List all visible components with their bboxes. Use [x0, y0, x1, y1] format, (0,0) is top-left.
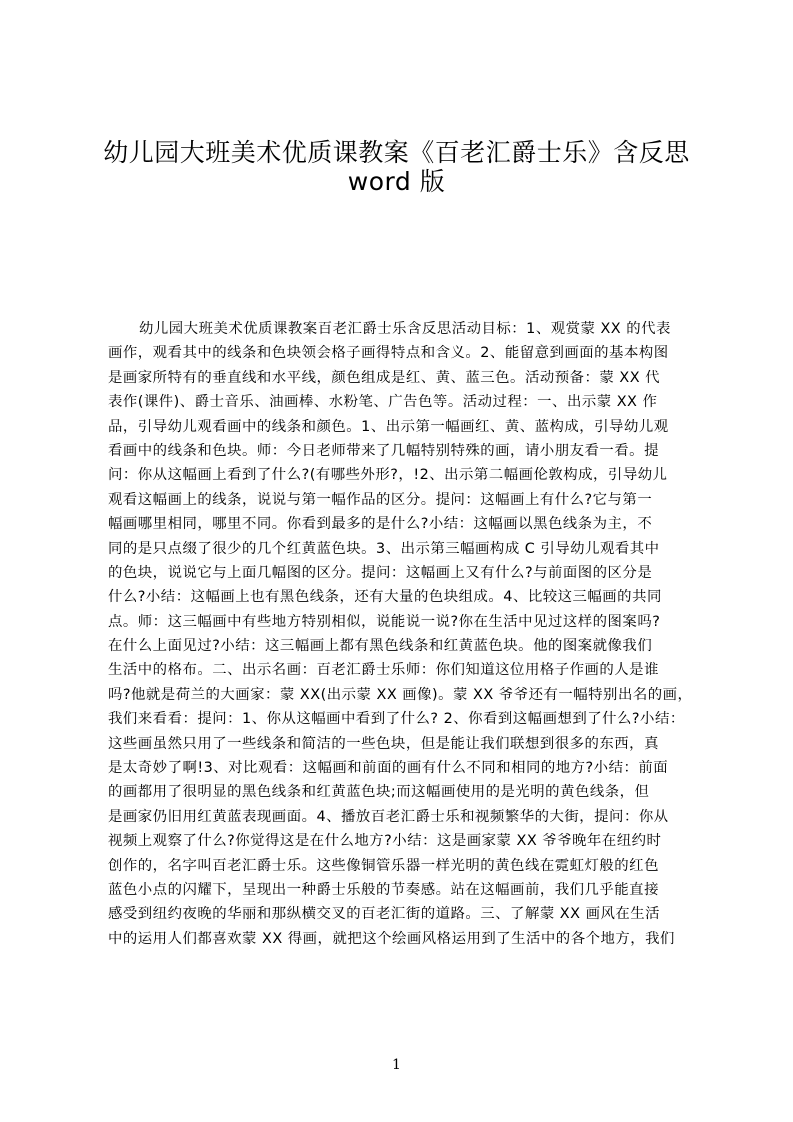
text-line: 视频上观察了什么?你觉得这是在什么地方?小结：这是画家蒙 XX 爷爷晚年在纽约时 [108, 833, 662, 850]
text-line: 品，引导幼儿观看画中的线条和颜色。1、出示第一幅画红、黄、蓝构成，引导幼儿观 [108, 418, 669, 435]
text-line: 是画家所特有的垂直线和水平线，颜色组成是红、黄、蓝三色。活动预备：蒙 XX 代 [108, 369, 661, 386]
text-line: 画作，观看其中的线条和色块领会格子画得特点和含义。2、能留意到画面的基本构图 [108, 345, 669, 362]
page-number: 1 [392, 1057, 401, 1073]
text-line: 幼儿园大班美术优质课教案百老汇爵士乐含反思活动目标：1、观赏蒙 XX 的代表 [139, 321, 671, 337]
text-line: 是太奇妙了啊!3、对比观看：这幅画和前面的画有什么不同和相同的地方?小结：前面 [108, 760, 669, 777]
text-line: 问：你从这幅画上看到了什么?(有哪些外形?，!2、出示第二幅画伦敦构成，引导幼儿 [108, 467, 668, 484]
text-line: 什么?小结：这幅画上也有黑色线条，还有大量的色块组成。4、比较这三幅画的共同 [108, 589, 662, 606]
text-line: 同的是只点缀了很少的几个红黄蓝色块。3、出示第三幅画构成 C 引导幼儿观看其中 [108, 540, 660, 557]
text-line: 的画都用了很明显的黑色线条和红黄蓝色块;而这幅画使用的是光明的黄色线条，但 [108, 784, 650, 801]
body-paragraph [108, 317, 698, 951]
text-line: 点。师：这三幅画中有些地方特别相似，说能说一说?你在生活中见过这样的图案吗? [108, 613, 661, 630]
text-line: 是画家仍旧用红黄蓝表现画面。4、播放百老汇爵士乐和视频繁华的大街，提问：你从 [108, 808, 669, 825]
text-line: 吗?他就是荷兰的大画家：蒙 XX(出示蒙 XX 画像)。蒙 XX 爷爷还有一幅特别出名的画， [108, 686, 693, 703]
text-line: 观看这幅画上的线条，说说与第一幅作品的区分。提问：这幅画上有什么?它与第一 [108, 491, 653, 508]
text-line: 感受到纽约夜晚的华丽和那纵横交叉的百老汇街的道路。三、了解蒙 XX 画风在生活 [108, 906, 661, 923]
text-line: 幅画哪里相同，哪里不同。你看到最多的是什么?小结：这幅画以黑色线条为主，不 [108, 516, 653, 533]
title-line-1: 幼儿园大班美术优质课教案《百老汇爵士乐》含反思 [103, 138, 690, 167]
text-line: 表作(课件)、爵士音乐、油画棒、水粉笔、广告色等。活动过程：一、出示蒙 XX 作 [108, 394, 658, 411]
text-line: 看画中的线条和色块。师：今日老师带来了几幅特别特殊的画，请小朋友看一看。提 [108, 442, 659, 459]
text-line: 创作的，名字叫百老汇爵士乐。这些像铜管乐器一样光明的黄色线在霓虹灯般的红色 [108, 857, 659, 874]
text-line: 中的运用人们都喜欢蒙 XX 得画，就把这个绘画风格运用到了生活中的各个地方，我们 [108, 930, 675, 947]
title-line-2: word 版 [347, 167, 446, 196]
document-title [0, 138, 793, 196]
text-line: 我们来看看：提问：1、你从这幅画中看到了什么? 2、你看到这幅画想到了什么?小结： [108, 711, 685, 728]
text-line: 这些画虽然只用了一些线条和简洁的一些色块，但是能让我们联想到很多的东西，真 [108, 735, 659, 752]
text-line: 生活中的格布。二、出示名画：百老汇爵士乐师：你们知道这位用格子作画的人是谁 [108, 662, 659, 679]
text-line: 蓝色小点的闪耀下，呈现出一种爵士乐般的节奏感。站在这幅画前，我们几乎能直接 [108, 881, 659, 898]
text-line: 在什么上面见过?小结：这三幅画上都有黑色线条和红黄蓝色块。他的图案就像我们 [108, 638, 653, 655]
text-line: 的色块，说说它与上面几幅图的区分。提问：这幅画上又有什么?与前面图的区分是 [108, 564, 653, 581]
